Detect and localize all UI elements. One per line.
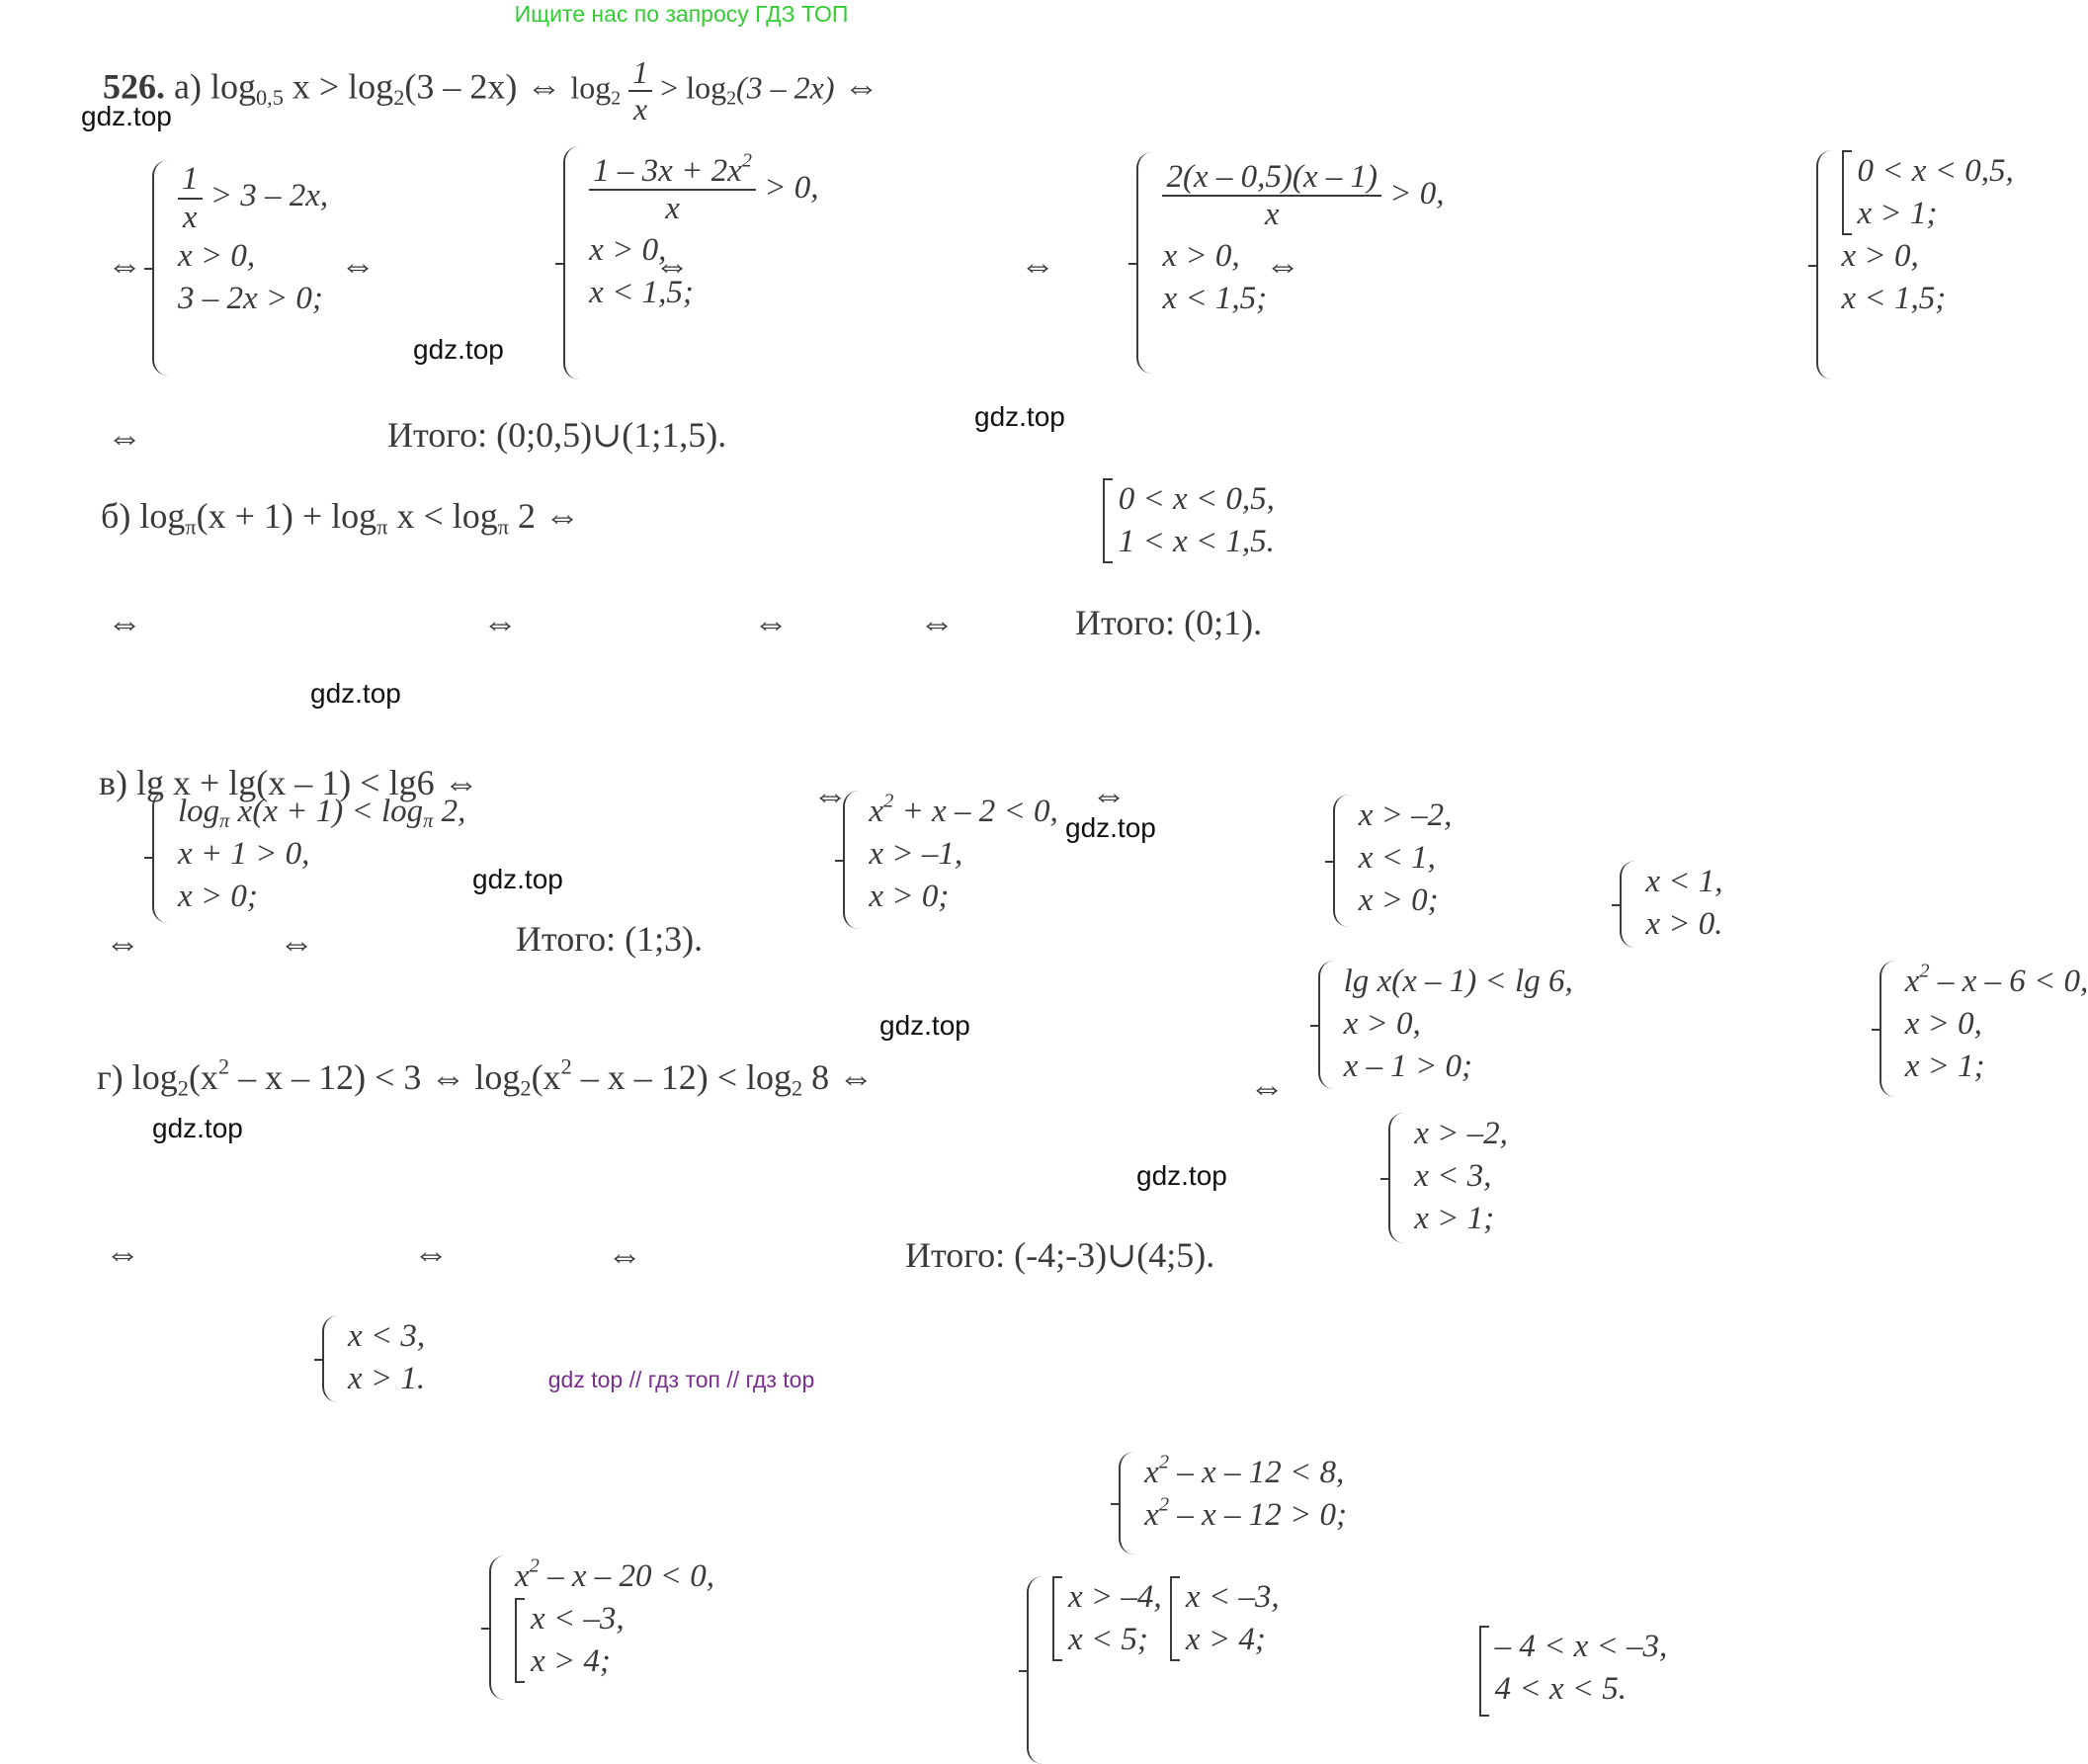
equiv-arrow: ⇔ bbox=[753, 603, 789, 642]
equiv-arrow: ⇔ bbox=[812, 775, 848, 814]
square-bracket bbox=[1103, 478, 1113, 563]
part-g-system-4: – 4 < x < –3, 4 < x < 5. bbox=[1479, 1626, 1668, 1717]
watermark: gdz.top bbox=[152, 1113, 243, 1143]
curly-brace bbox=[1136, 152, 1156, 374]
part-v-system-3: x > –2, x < 3, x > 1; bbox=[1388, 1113, 1508, 1243]
square-bracket-union: x < –3, x > 4; bbox=[1170, 1576, 1280, 1661]
part-b-system-4: x < 1, x > 0. bbox=[1620, 861, 1722, 948]
curly-brace bbox=[1333, 795, 1353, 927]
curly-brace bbox=[1620, 861, 1639, 948]
square-bracket bbox=[1842, 150, 1852, 235]
curly-brace bbox=[1388, 1113, 1408, 1243]
watermark: gdz.top bbox=[1136, 1160, 1227, 1191]
part-v-result: Итого: (1;3). bbox=[516, 919, 704, 959]
curly-brace bbox=[152, 791, 172, 923]
part-b-system-2: $x^2 + x - 2 < 0$, x > –1, x > 0; bbox=[843, 791, 1057, 929]
equiv-arrow: ⇔ bbox=[1249, 1067, 1285, 1107]
footer: gdz top // гдз топ // гдз top bbox=[547, 1367, 815, 1392]
part-b-system-1: $\log_\pi x(x + 1) < \log_\pi 2$, x + 1 > 0, x > 0; bbox=[152, 791, 465, 923]
curly-brace bbox=[1318, 961, 1338, 1089]
part-g-result: Итого: (-4;-3)∪(4;5). bbox=[905, 1235, 1215, 1275]
equiv-arrow: ⇔ bbox=[340, 245, 376, 285]
part-v-system-4: x < 3, x > 1. bbox=[322, 1315, 425, 1402]
equiv-arrow: ⇔ bbox=[107, 245, 142, 285]
part-b-result: Итого: (0;1). bbox=[1075, 603, 1263, 642]
watermark: gdz.top bbox=[81, 101, 172, 131]
part-b-system-3: x > –2, x < 1, x > 0; bbox=[1333, 795, 1453, 927]
fraction: $\frac{1}{x}$ bbox=[628, 55, 652, 126]
equiv-arrow: ⇔ bbox=[1091, 775, 1127, 814]
part-a-system-1: $\frac{1}{x}$ > 3 – 2x, x > 0, 3 – 2x > 0; bbox=[152, 160, 328, 376]
part-b-head: б) $\log_\pi(x + 1) + \log_\pi x < \log_\pi 2$ ⇔ bbox=[101, 496, 581, 540]
part-a-line1: 526. а) $\log_{0,5} x > \log_2(3 - 2x)$ ⇔ $\log_2$ $\frac{1}{x}$ > $\log_2(3 - 2x)$ ⇔ bbox=[103, 54, 879, 127]
curly-brace bbox=[1816, 150, 1836, 379]
top-banner: Ищите нас по запросу ГДЗ ТОП bbox=[514, 1, 849, 27]
curly-brace bbox=[563, 146, 583, 379]
square-bracket bbox=[1052, 1576, 1062, 1661]
part-g-head: г) $\log_2(x^2 - x - 12) < 3$ ⇔ $\log_2(x^2 - x - 12) < \log_2 8$ ⇔ bbox=[97, 1053, 875, 1101]
curly-brace bbox=[489, 1555, 509, 1700]
square-bracket-union: x > –4, x < 5; bbox=[1052, 1576, 1162, 1661]
equiv-arrow: ⇔ bbox=[526, 66, 562, 107]
watermark: gdz.top bbox=[310, 678, 401, 709]
equiv-arrow: ⇔ bbox=[413, 1233, 449, 1273]
problem-number: 526. bbox=[103, 66, 165, 107]
part-v-head: в) lg x + lg(x – 1) < lg6 ⇔ bbox=[99, 763, 479, 802]
curly-brace bbox=[152, 160, 172, 376]
part-v-system-1: lg x(x – 1) < lg 6, x > 0, x – 1 > 0; bbox=[1318, 961, 1573, 1089]
equiv-arrow: ⇔ bbox=[105, 1233, 140, 1273]
equiv-arrow: ⇔ bbox=[107, 417, 142, 457]
part-a-result: Итого: (0;0,5)∪(1;1,5). bbox=[387, 415, 727, 455]
part-a-final-union: 0 < x < 0,5, 1 < x < 1,5. bbox=[1103, 478, 1275, 563]
equiv-arrow: ⇔ bbox=[919, 603, 955, 642]
equiv-arrow: ⇔ bbox=[607, 1235, 642, 1275]
equiv-arrow: ⇔ bbox=[654, 245, 690, 285]
equiv-arrow: ⇔ bbox=[843, 66, 879, 107]
square-bracket-union: x < –3, x > 4; bbox=[515, 1598, 625, 1683]
square-bracket-union: 0 < x < 0,5, x > 1; bbox=[1842, 150, 2014, 235]
equiv-arrow: ⇔ bbox=[279, 923, 314, 963]
square-bracket bbox=[515, 1598, 525, 1683]
watermark: gdz.top bbox=[974, 401, 1065, 432]
square-bracket bbox=[1479, 1626, 1489, 1717]
part-a-system-3: $\frac{2(x - 0,5)(x - 1)}{x}$ > 0, x > 0, x < 1,5; bbox=[1136, 152, 1444, 374]
equiv-arrow: ⇔ bbox=[105, 923, 140, 963]
watermark: gdz.top bbox=[413, 334, 504, 365]
part-g-system-3 bbox=[1027, 1576, 1280, 1764]
watermark: gdz.top bbox=[1065, 812, 1156, 843]
part-g-system-2: $x^2 - x - 20 < 0$, x < –3, x > 4; bbox=[489, 1555, 714, 1700]
part-a-label: а) bbox=[174, 66, 202, 107]
curly-brace bbox=[1027, 1576, 1046, 1764]
curly-brace bbox=[1119, 1452, 1138, 1554]
part-v-system-2: $x^2 - x - 6 < 0$, x > 0, x > 1; bbox=[1879, 961, 2088, 1097]
equiv-arrow: ⇔ bbox=[1265, 245, 1300, 285]
watermark: gdz.top bbox=[472, 864, 563, 894]
part-a-system-2: $\frac{1 - 3x + 2x^2}{x}$ > 0, x > 0, x < 1,5; bbox=[563, 146, 818, 379]
watermark: gdz.top bbox=[879, 1010, 970, 1041]
part-a-system-4: 0 < x < 0,5, x > 1; x > 0, x < 1,5; bbox=[1816, 150, 2014, 379]
part-g-system-1: $x^2 - x - 12 < 8$, $x^2 - x - 12 > 0$; bbox=[1119, 1452, 1347, 1554]
curly-brace bbox=[1879, 961, 1899, 1097]
equiv-arrow: ⇔ bbox=[482, 603, 518, 642]
equiv-arrow: ⇔ bbox=[107, 603, 142, 642]
square-bracket bbox=[1170, 1576, 1180, 1661]
equiv-arrow: ⇔ bbox=[1020, 245, 1055, 285]
